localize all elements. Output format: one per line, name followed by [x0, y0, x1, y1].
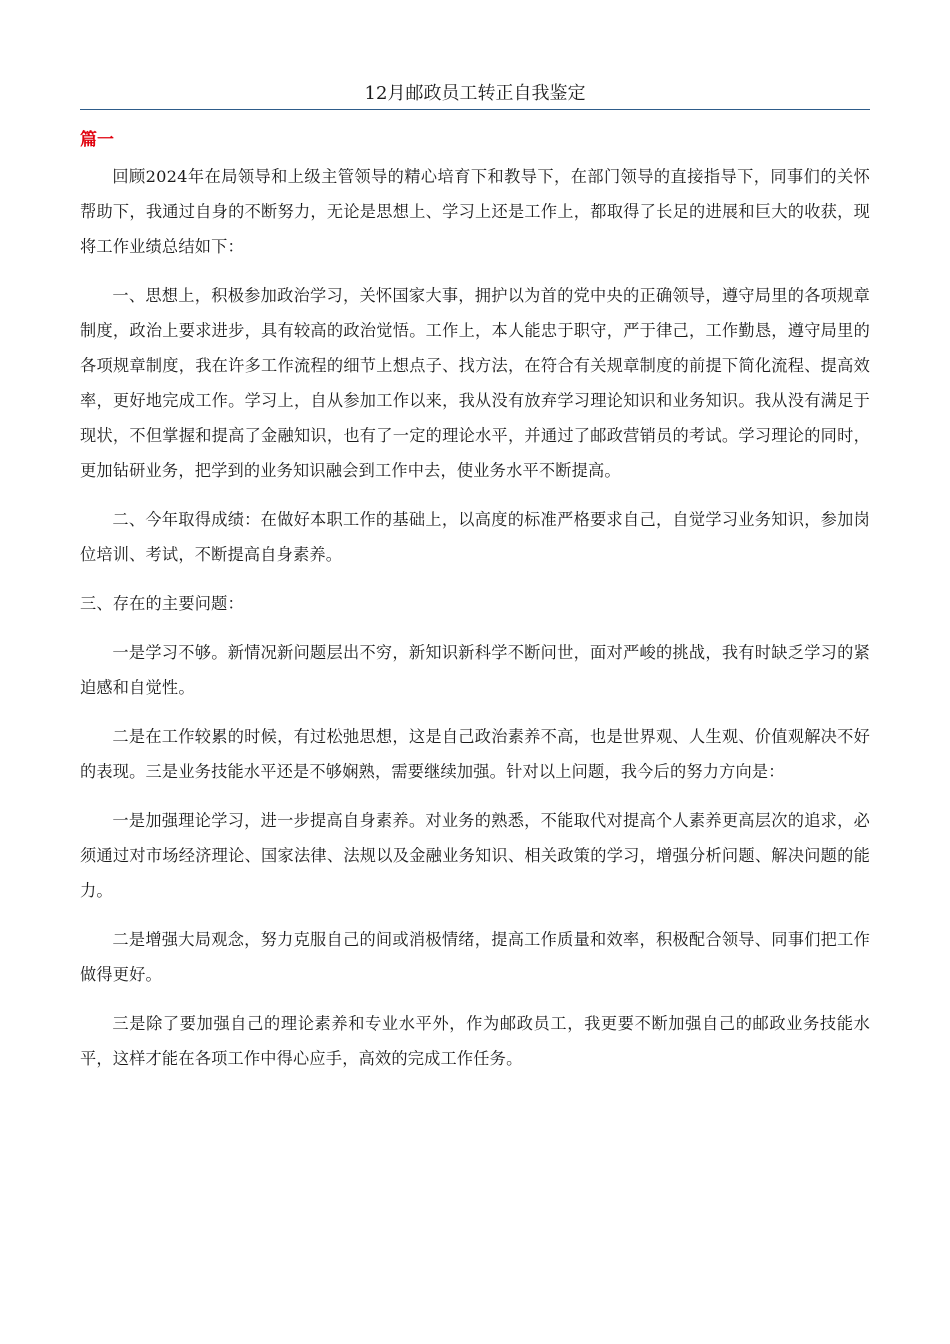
paragraph-direction-2: 二是增强大局观念，努力克服自己的间或消极情绪，提高工作质量和效率，积极配合领导、同事们把工作做得更好。: [80, 930, 870, 984]
paragraph-problems-heading: 三、存在的主要问题：: [80, 594, 244, 613]
document-title: 12月邮政员工转正自我鉴定: [364, 83, 586, 104]
paragraph-problem-2: 二是在工作较累的时候，有过松弛思想，这是自己政治素养不高，也是世界观、人生观、价值观解决不好的表现。三是业务技能水平还是不够娴熟，需要继续加强。针对以上问题，我今后的努力方向是：: [80, 727, 870, 781]
paragraph-achievements: 二、今年取得成绩：在做好本职工作的基础上，以高度的标准严格要求自己，自觉学习业务知识，参加岗位培训、考试，不断提高自身素养。: [80, 510, 870, 564]
paragraph-direction-3: 三是除了要加强自己的理论素养和专业水平外，作为邮政员工，我更要不断加强自己的邮政业务技能水平，这样才能在各项工作中得心应手，高效的完成工作任务。: [80, 1014, 870, 1068]
paragraph-direction-1: 一是加强理论学习，进一步提高自身素养。对业务的熟悉，不能取代对提高个人素养更高层次的追求，必须通过对市场经济理论、国家法律、法规以及金融业务知识、相关政策的学习，增强分析问题、解决问题的能力。: [80, 811, 870, 900]
section-heading: 篇一: [80, 130, 114, 150]
paragraph-problem-1: 一是学习不够。新情况新问题层出不穷，新知识新科学不断问世，面对严峻的挑战，我有时缺乏学习的紧迫感和自觉性。: [80, 643, 870, 697]
document-page: [80, 80, 870, 1076]
title-divider: [80, 109, 870, 110]
paragraph-thought: 一、思想上，积极参加政治学习，关怀国家大事，拥护以为首的党中央的正确领导，遵守局里的各项规章制度，政治上要求进步，具有较高的政治觉悟。工作上，本人能忠于职守，严于律己，工作勤恳，遵守局里的各项规章制度，我在许多工作流程的细节上想点子、找方法，在符合有关规章制度的前提下简化流程、提高效率，更好地完成工作。学习上，自从参加工作以来，我从没有放弃学习理论知识和业务知识。我从没有满足于现状，不但掌握和提高了金融知识，也有了一定的理论水平，并通过了邮政营销员的考试。学习理论的同时，更加钻研业务，把学到的业务知识融会到工作中去，使业务水平不断提高。: [80, 286, 870, 480]
paragraph-intro: 回顾2024年在局领导和上级主管领导的精心培育下和教导下，在部门领导的直接指导下，同事们的关怀帮助下，我通过自身的不断努力，无论是思想上、学习上还是工作上，都取得了长足的进展和巨大的收获，现将工作业绩总结如下：: [80, 167, 870, 256]
